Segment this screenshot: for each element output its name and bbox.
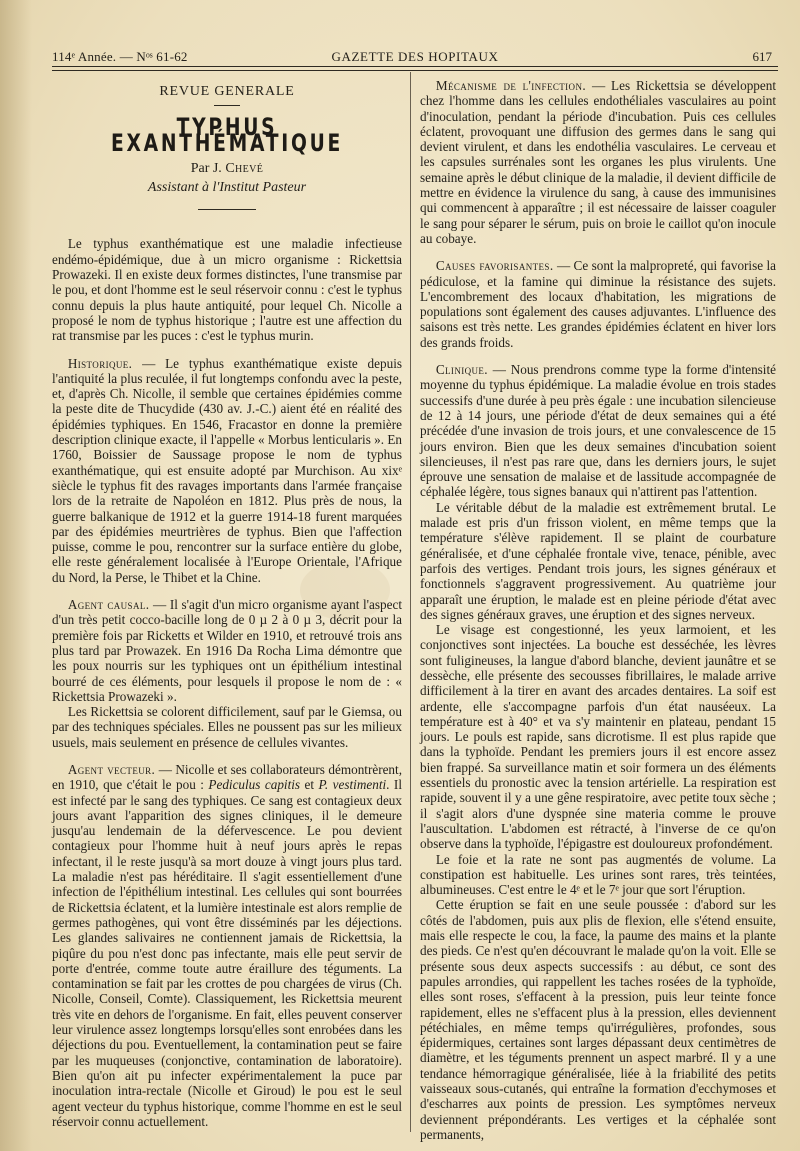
- running-header: [52, 45, 778, 67]
- mecanisme-paragraph: [420, 78, 776, 246]
- author-prefix: Par J.: [190, 160, 226, 176]
- paragraph-text: — Ce sont la malpropreté, qui favorise la pédiculose, et la famine qui diminue la résistance des sujets. L'encombrement des locaux d'habitation, les migrations de populations sont également des causes adjuvantes. L'influence des saisons est très nette. Les grandes épidémies éclatent en hiver lors des grands froids.: [420, 258, 777, 350]
- kicker-rule: [214, 105, 240, 106]
- visage-paragraph: Le visage est congestionné, les yeux larmoient, et les conjonctives sont injectées. La bouche est desséchée, les lèvres sont fuligineuses, la langue d'abord blanche, devient jaunâtre et se dessèche, elle présente des secousses fibrillaires, le malade arrive difficilement à la tirer en avant des arcades dentaires. La soif est ardente, elle s'accompagne parfois d'un état nauséeux. La température est à 40° et va s'y maintenir en plateau, pendant 15 jours. Le pouls est rapide, sans dicrotisme. Il est plus rapide que dans la typhoïde. Pendant les premiers jours il est encore assez bien frappé. Sa surveillance matin et soir formera un des éléments essentiels du pronostic avec la tension artérielle. La respiration est rapide, souvent il y a une gêne respiratoire, avec petite toux sèche ; il s'agit alors d'une dyspnée sine materia comme le prouve l'auscultation. L'abdomen est rétracté, à l'inverse de ce qu'on observe dans la typhoïde, l'épigastre est douloureux profondément.: [420, 622, 776, 852]
- article-title: TYPHUS EXANTHÉMATIQUE: [110, 113, 344, 157]
- column-divider: [410, 72, 411, 1132]
- section-heading: Clinique.: [435, 362, 489, 378]
- historique-paragraph: [52, 356, 402, 585]
- header-rule: [52, 66, 778, 71]
- agent-causal-paragraph: [52, 597, 402, 704]
- author-byline: [52, 161, 402, 176]
- causes-paragraph: [420, 258, 776, 350]
- debut-paragraph: Le véritable début de la maladie est extrêmement brutal. Le malade est pris d'un frisson violent, en même temps que la température s'élève rapidement. Il se plaint de courbature généralisée, et d'une céphalée frontale vive, tenace, pénible, avec parfois des vertiges. Pendant trois jours, les signes généraux et fonctionnels s'aggravent progressivement. Au quatrième jour apparaît une éruption, le malade est en pleine période d'état avec des signes généraux graves, une éruption et des signes nerveux.: [420, 499, 776, 622]
- page-spine-shadow: [0, 0, 32, 1151]
- author-affiliation: Assistant à l'Institut Pasteur: [147, 180, 307, 196]
- right-column: [420, 78, 776, 1142]
- journal-title: GAZETTE DES HOPITAUX: [331, 49, 499, 64]
- paragraph-text: — Le typhus exanthématique existe depuis l'antiquité la plus reculée, il fut longtemps confondu avec la peste, et, d'après Ch. Nicolle, il semble que certaines épidémies comme la peste dite de Thucydide (430 av. J.-C.) aient été en réalité des épidémies typhiques. En 1546, Fracastor en donne la première description clinique exacte, il l'appelle « Morbus lenticularis ». En 1760, Boissier de Saussage propose le nom de typhus exanthématique, qui est ensuite adopté par Murchison. Au xixᵉ siècle le typhus fit des ravages importants dans l'armée française lors de la retraite de Napoléon en 1812. Plus près de nous, la guerre balkanique de 1912 et la guerre 1914-18 furent marquées par des épidémies meurtrières de typhus. Bien que l'affection puisse, comme le pou, rencontrer sur la surface entière du globe, elle reste généralement localisée à l'Europe Orientale, l'Afrique du Nord, la Perse, le Thibet et la Chine.: [52, 355, 402, 585]
- section-heading: Agent vecteur.: [67, 761, 156, 777]
- left-column: [52, 78, 402, 1129]
- section-heading: Agent causal.: [67, 597, 150, 613]
- page-number: 617: [752, 49, 772, 64]
- clinique-paragraph: [420, 362, 776, 500]
- section-heading: Historique.: [67, 355, 133, 371]
- paragraph-text: — Il s'agit d'un micro organisme ayant l'aspect d'un très petit cocco-bacille long de 0 µ 2 à 0 µ 3, décrit pour la première fois par Ricketts et Wilder en 1910, et retrouvé trois ans plus tard par Prowazek. En 1916 Da Rocha Lima démontre que les poux nourris sur les typhiques ont un épithélium intestinal bourré de ces éléments, pour lesquels il propose le nom de : « Rickettsia Prowazeki ».: [52, 597, 402, 704]
- paragraph-text: . Il est infecté par le sang des typhiques. Ce sang est contagieux deux jours avant l'apparition des signes cliniques, il le demeure jusqu'au lendemain de la défervescence. Le pou devient contagieux pour l'homme huit à neuf jours après le repas infectant, il le reste jusqu'à sa mort douze à vingt jours plus tard. La maladie n'est pas héréditaire. Il s'agit essentiellement d'une infection de l'épithélium intestinal. Les cellules qui sont bourrées de Rickettsia éclatent, et la lumière intestinale est alors remplie de germes pathogènes, qui vont être disséminés par les déjections. Les glandes salivaires ne contiennent jamais de Rickettsia, la piqûre du pou n'est donc pas infectante, mais elle peut servir de porte d'entrée, comme toute autre éraillure des téguments. La contamination se fait par les crottes de pou chargées de virus (Ch. Nicolle, Conseil, Comte). Classiquement, les Rickettsia meurent très vite en dehors de l'organisme. En fait, elles peuvent conserver leur virulence assez longtemps lorsqu'elles sont enrobées dans les déjections du pou. Eventuellement, la contamination peut se faire par les muqueuses (conjonctive, contamination de laboratoire). Bien qu'on ait pu infecter expérimentalement la puce par inoculation intra-rectale (Nicolle et Giroud) le pou est le seul agent vecteur du typhus historique, comme l'homme en est le seul réservoir connu actuellement.: [52, 777, 402, 1129]
- foie-paragraph: Le foie et la rate ne sont pas augmentés de volume. La constipation est habituelle. Les urines sont rares, très teintées, albumineuses. C'est entre le 4ᵉ et le 7ᵉ jour que sort l'éruption.: [420, 851, 776, 898]
- species-name: Pediculus capitis: [208, 777, 301, 793]
- author-name: Chevé: [225, 160, 264, 176]
- title-rule: [198, 209, 256, 210]
- section-kicker: REVUE GENERALE: [159, 84, 295, 99]
- agent-vecteur-paragraph: [52, 762, 402, 1129]
- paragraph-text: — Nicolle et ses collaborateurs démontrèrent, en 1910, que c'était le pou :: [52, 761, 402, 793]
- section-heading: Causes favorisantes.: [435, 258, 554, 274]
- paragraph-text: et: [300, 777, 319, 793]
- issue-info: 114ᵉ Année. — Nᵒˢ 61-62: [52, 49, 188, 64]
- paragraph-text: — Les Rickettsia se développent chez l'homme dans les cellules endothéliales vasculaires au point d'inoculation, pendant la période d'incubation. Puis ces cellules éclatent, provoquant une diffusion des germes dans le sang qui devient virulent, et dans les endothélia vasculaires. Le cerveau et les capsules surrénales sont les organes les plus virulents. Une semaine après le début clinique de la maladie, il devient difficile de mettre en évidence la virulence du sang, à cause des immunisines qui commencent à apparaître ; il est nécessaire de laisser coaguler le sang pour séparer le sérum, puis on broie le caillot qu'on inocule au cobaye.: [420, 78, 776, 246]
- species-name: P. vestimenti: [318, 777, 387, 793]
- intro-paragraph: Le typhus exanthématique est une maladie infectieuse endémo-épidémique, due à un micro organisme : Rickettsia Prowazeki. Il en existe deux formes distinctes, l'une transmise par le pou, et dont l'homme est le seul réservoir connu : c'est le typhus connu depuis la plus haute antiquité, pour lequel Ch. Nicolle a proposé le nom de typhus historique ; l'autre est une affection du rat transmise par les puces : c'est le typhus murin.: [52, 236, 402, 344]
- agent-causal-continuation: Les Rickettsia se colorent difficilement, sauf par le Giemsa, ou par des techniques spéciales. Elles ne poussent pas sur les milieux usuels, mais seulement en présence de cellules vivantes.: [52, 704, 402, 750]
- paragraph-text: — Nous prendrons comme type la forme d'intensité moyenne du typhus épidémique. La maladie évolue en trois stades successifs d'une durée à peu près égale : une incubation silencieuse de 12 à 14 jours, une période d'état de deux semaines qui a été précédée d'une invasion de trois jours, et une convalescence de 15 jours environ. Bien que les deux semaines d'incubation soient silencieuses, il n'est pas rare que, dans les derniers jours, le sujet éprouve une sensation de malaise et de lassitude accompagnée de céphalée légère, tous signes banaux qui n'attirent pas l'attention.: [420, 362, 776, 500]
- section-heading: Mécanisme de l'infection.: [435, 78, 587, 93]
- eruption-paragraph: Cette éruption se fait en une seule poussée : d'abord sur les côtés de l'abdomen, puis aux plis de flexion, elle s'étend ensuite, mais elle respecte le cou, la face, la paume des mains et la plante des pieds. Ce n'est qu'en découvrant le malade qu'on la voit. Elle se présente sous deux aspects successifs : au début, ce sont des papules arrondies, qui rappellent les taches rosées de la typhoïde, elles sont roses, s'effacent à la pression, puis leur teinte fonce rapidement, elles ne s'effacent plus à la pression, elles deviennent pétéchiales, en même temps qu'irrégulières, profondes, sous épidermiques, certaines sont larges dépassant deux centimètres de diamètre, et les téguments prennent un aspect marbré. Il y a une tendance hémorragique généralisée, liée à la friabilité des petits vaisseaux sous-cutanés, qui entraîne la formation d'ecchymoses et d'escharres aux points de pression. Les symptômes nerveux deviennent prépondérants. Les vertiges et la céphalée sont permanents,: [420, 897, 776, 1142]
